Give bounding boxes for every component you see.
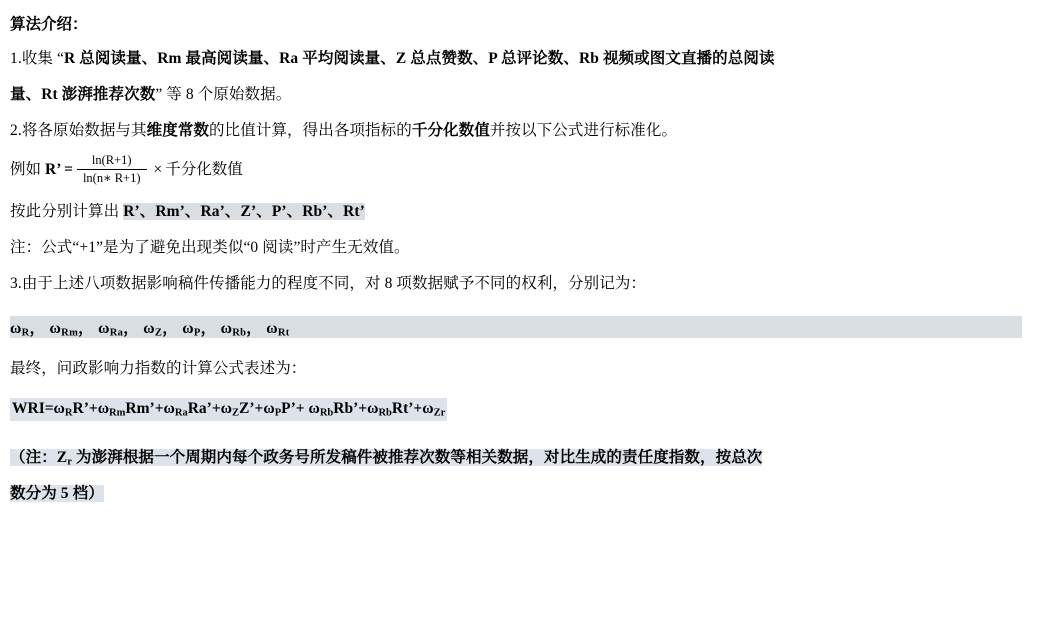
step2-bold-dimension-constant: 维度常数 [146, 122, 210, 140]
final-note-line2-text: 数分为 5 档） [10, 485, 104, 503]
step2-bold-permille-value: 千分化数值 [411, 122, 490, 140]
step2-mid: 的比值计算，得出各项指标的 [209, 122, 412, 140]
step2-tail: 并按以下公式进行标准化。 [489, 122, 678, 140]
formula-times-symbol: × [153, 160, 163, 178]
final-note-line2 [10, 479, 1022, 509]
step1-line1-plain: 1.收集 “ [10, 50, 64, 67]
step2-note: 注：公式“+1”是为了避免出现类似“0 阅读”时产生无效值。 [10, 239, 410, 257]
formula-tail: 千分化数值 [165, 160, 243, 178]
weight-wR: $\omega_R$ [10, 319, 30, 339]
step1-line2-tail: ” 等 8 个原始数据。 [155, 86, 292, 104]
weight-wZ: $\omega_Z$ [143, 319, 163, 339]
weight-wP: $\omega_P$ [182, 319, 201, 339]
step1-line1 [10, 44, 1022, 74]
formula-lead: 例如 [10, 160, 42, 178]
weight-wRb: $\omega_{Rb}$ [220, 319, 247, 339]
formula-fraction [77, 153, 147, 187]
calc-lead: 按此分别计算出 [10, 202, 120, 220]
step2-head: 2.将各原始数据与其 [10, 122, 147, 140]
formula-denominator: ln(n∗ R+1) [77, 169, 147, 187]
wri-formula-row [10, 390, 1022, 433]
step2-calc-line [10, 197, 1022, 227]
formula-variable: R’ = [45, 160, 73, 178]
final-note-line1 [10, 443, 1022, 473]
weight-wRm: $\omega_{Rm}$ [49, 319, 79, 339]
formula-numerator: ln(R+1) [91, 152, 132, 167]
weight-wRt: $\omega_{Rt}$ [266, 319, 290, 339]
final-note [10, 443, 1022, 509]
weights-list: $\omega_R$， $\omega_{Rm}$， $\omega_{Ra}$， $\omega_Z$， $\omega_P$， $\omega_{Rb}$， $\omega_{Rt}$ [10, 316, 1022, 339]
step1-line2 [10, 80, 1022, 110]
step3-final-lead: 最终，问政影响力指数的计算公式表述为： [10, 360, 307, 378]
wri-formula: $WRI=\omega_RR’+\omega_{Rm}Rm’+\omega_{Ra}Ra’+\omega_ZZ’+\omega_PP’+$ $\omega_{Rb}Rb’+\omega_{Rb}Rt’+\omega_{Zr}$ [12, 400, 446, 420]
step1-line2-bold: 量、Rt 澎湃推荐次数 [10, 86, 156, 104]
page-title: 算法介绍： [10, 16, 88, 33]
calc-variables-highlight: R’、Rm’、Ra’、Z’、P’、Rb’、Rt’ [123, 202, 365, 220]
weight-wRa: $\omega_{Ra}$ [98, 319, 124, 339]
step2-line1 [10, 116, 1022, 146]
step1-line1-bold: R 总阅读量、Rm 最高阅读量、Ra 平均阅读量、Z 总点赞数、P 总评论数、Rb 视频或图文直播的总阅读 [63, 50, 775, 67]
step3-line: 3.由于上述八项数据影响稿件传播能力的程度不同，对 8 项数据赋予不同的权利，分别记为： [10, 275, 647, 293]
final-note-line1-text: （注：$Z_r$ 为澎湃根据一个周期内每个政务号所发稿件被推荐次数等相关数据，对比生成的责任度指数，按总次 [10, 449, 763, 468]
formula-example [10, 153, 1022, 187]
